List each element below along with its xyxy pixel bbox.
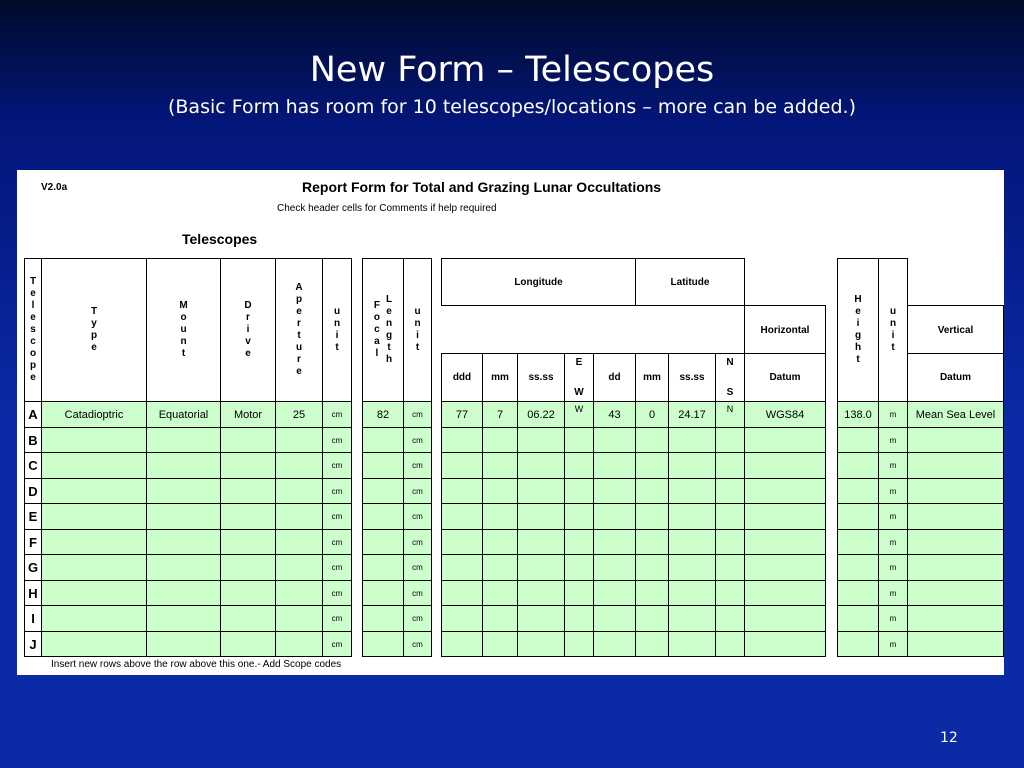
- cell-drive[interactable]: [220, 529, 276, 555]
- cell-aperture[interactable]: [275, 529, 323, 555]
- cell-lon-mm[interactable]: [482, 554, 518, 581]
- cell-height[interactable]: [837, 452, 879, 479]
- cell-lat-mm[interactable]: [635, 427, 669, 453]
- cell-mount[interactable]: [146, 503, 221, 530]
- cell-ns[interactable]: [715, 554, 745, 581]
- cell-lon-mm[interactable]: 7: [482, 401, 518, 428]
- cell-h-datum[interactable]: [744, 452, 826, 479]
- header-w-text: W: [574, 387, 584, 398]
- report-form-sheet: [17, 170, 1004, 675]
- cell-v-datum[interactable]: [907, 554, 1004, 581]
- header-aperture-unit: [322, 258, 352, 402]
- cell-lon-ddd[interactable]: [441, 503, 483, 530]
- cell-lat-ss[interactable]: [668, 503, 716, 530]
- footnote: Insert new rows above the row above this one.- Add Scope codes: [51, 659, 342, 670]
- cell-lat-ss[interactable]: [668, 427, 716, 453]
- cell-height[interactable]: [837, 478, 879, 504]
- header-focal-unit: [403, 258, 432, 402]
- header-vertical-datum: Datum: [907, 353, 1004, 402]
- cell-focal-unit[interactable]: cm: [403, 401, 432, 428]
- cell-aperture-unit[interactable]: cm: [322, 478, 352, 504]
- cell-lon-ddd[interactable]: [441, 605, 483, 632]
- cell-lat-dd[interactable]: [593, 529, 636, 555]
- cell-aperture-unit[interactable]: cm: [322, 554, 352, 581]
- row-label: A: [24, 401, 42, 428]
- cell-lat-dd[interactable]: [593, 554, 636, 581]
- section-title: Telescopes: [182, 231, 258, 247]
- cell-mount[interactable]: [146, 631, 221, 657]
- cell-ew[interactable]: [564, 580, 594, 606]
- cell-ns[interactable]: [715, 452, 745, 479]
- cell-h-datum[interactable]: [744, 631, 826, 657]
- cell-ns[interactable]: [715, 427, 745, 453]
- cell-lon-ss[interactable]: [517, 452, 565, 479]
- header-ns: [715, 353, 745, 402]
- cell-v-datum[interactable]: [907, 580, 1004, 606]
- cell-lon-ss[interactable]: [517, 554, 565, 581]
- cell-height[interactable]: [837, 580, 879, 606]
- cell-ew[interactable]: [564, 554, 594, 581]
- row-label: E: [24, 503, 42, 530]
- cell-lon-ddd[interactable]: [441, 452, 483, 479]
- header-focal-text: F o c a l: [373, 300, 380, 359]
- cell-height[interactable]: [837, 605, 879, 632]
- cell-height-unit[interactable]: m: [878, 605, 908, 632]
- cell-ew[interactable]: [564, 529, 594, 555]
- cell-height-unit[interactable]: m: [878, 478, 908, 504]
- header-aperture: [275, 258, 323, 402]
- cell-lon-mm[interactable]: [482, 529, 518, 555]
- cell-lat-dd[interactable]: 43: [593, 401, 636, 428]
- header-height: [837, 258, 879, 402]
- cell-lat-dd[interactable]: [593, 605, 636, 632]
- cell-height[interactable]: [837, 427, 879, 453]
- cell-v-datum[interactable]: [907, 452, 1004, 479]
- cell-lat-dd[interactable]: [593, 427, 636, 453]
- header-lat-dd: dd: [593, 353, 636, 402]
- cell-lat-ss[interactable]: [668, 452, 716, 479]
- cell-mount[interactable]: [146, 554, 221, 581]
- report-title: Report Form for Total and Grazing Lunar Occultations: [302, 179, 662, 195]
- header-height-text: H e i g h t: [854, 294, 862, 365]
- cell-aperture[interactable]: [275, 554, 323, 581]
- header-longitude: Longitude: [441, 258, 636, 306]
- cell-focal-length[interactable]: [362, 478, 404, 504]
- cell-h-datum[interactable]: [744, 503, 826, 530]
- cell-lat-dd[interactable]: [593, 631, 636, 657]
- cell-aperture-unit[interactable]: cm: [322, 529, 352, 555]
- cell-aperture[interactable]: [275, 580, 323, 606]
- cell-lon-mm[interactable]: [482, 580, 518, 606]
- cell-height-unit[interactable]: m: [878, 554, 908, 581]
- cell-mount[interactable]: [146, 580, 221, 606]
- header-telescope-text: T e l e s c o p e: [29, 276, 37, 383]
- cell-aperture[interactable]: [275, 427, 323, 453]
- cell-lon-ddd[interactable]: 77: [441, 401, 483, 428]
- cell-lon-mm[interactable]: [482, 631, 518, 657]
- cell-focal-length[interactable]: [362, 605, 404, 632]
- cell-ns[interactable]: [715, 631, 745, 657]
- cell-type[interactable]: [41, 478, 147, 504]
- cell-type[interactable]: [41, 529, 147, 555]
- header-height-unit-text: u n i t: [889, 306, 897, 353]
- cell-type[interactable]: [41, 554, 147, 581]
- header-lat-mm: mm: [635, 353, 669, 402]
- cell-drive[interactable]: [220, 554, 276, 581]
- cell-height[interactable]: [837, 554, 879, 581]
- cell-h-datum[interactable]: [744, 605, 826, 632]
- cell-focal-unit[interactable]: cm: [403, 427, 432, 453]
- cell-focal-length[interactable]: [362, 427, 404, 453]
- cell-drive[interactable]: [220, 631, 276, 657]
- cell-lat-mm[interactable]: [635, 452, 669, 479]
- cell-aperture-unit[interactable]: cm: [322, 631, 352, 657]
- cell-aperture-unit[interactable]: cm: [322, 452, 352, 479]
- cell-height[interactable]: [837, 503, 879, 530]
- header-drive-text: D r i v e: [244, 300, 252, 359]
- cell-type[interactable]: [41, 452, 147, 479]
- row-label: J: [24, 631, 42, 657]
- cell-lat-dd[interactable]: [593, 478, 636, 504]
- cell-ew[interactable]: [564, 427, 594, 453]
- version-label: V2.0a: [41, 182, 68, 193]
- cell-height[interactable]: [837, 631, 879, 657]
- cell-type[interactable]: [41, 427, 147, 453]
- cell-mount[interactable]: [146, 452, 221, 479]
- cell-lat-mm[interactable]: [635, 503, 669, 530]
- row-label: C: [24, 452, 42, 479]
- cell-mount[interactable]: [146, 427, 221, 453]
- header-length-text: L e n g t h: [386, 294, 393, 365]
- cell-v-datum[interactable]: Mean Sea Level: [907, 401, 1004, 428]
- cell-height-unit[interactable]: m: [878, 452, 908, 479]
- row-label: G: [24, 554, 42, 581]
- header-drive: [220, 258, 276, 402]
- cell-ew[interactable]: [564, 452, 594, 479]
- cell-focal-unit[interactable]: cm: [403, 452, 432, 479]
- cell-ew[interactable]: [564, 631, 594, 657]
- cell-lon-ss[interactable]: 06.22: [517, 401, 565, 428]
- header-mount: [146, 258, 221, 402]
- cell-lon-ddd[interactable]: [441, 554, 483, 581]
- cell-mount[interactable]: [146, 478, 221, 504]
- header-latitude: Latitude: [635, 258, 745, 306]
- cell-ns[interactable]: [715, 503, 745, 530]
- cell-lon-mm[interactable]: [482, 503, 518, 530]
- cell-drive[interactable]: [220, 605, 276, 632]
- cell-lat-mm[interactable]: [635, 580, 669, 606]
- header-type: [41, 258, 147, 402]
- cell-ns[interactable]: [715, 605, 745, 632]
- cell-aperture-unit[interactable]: cm: [322, 580, 352, 606]
- row-label: F: [24, 529, 42, 555]
- cell-focal-length[interactable]: [362, 631, 404, 657]
- cell-aperture[interactable]: [275, 503, 323, 530]
- cell-lon-ss[interactable]: [517, 427, 565, 453]
- cell-h-datum[interactable]: [744, 580, 826, 606]
- cell-v-datum[interactable]: [907, 631, 1004, 657]
- cell-lat-dd[interactable]: [593, 503, 636, 530]
- cell-aperture[interactable]: [275, 478, 323, 504]
- cell-height-unit[interactable]: m: [878, 631, 908, 657]
- cell-focal-length[interactable]: [362, 554, 404, 581]
- cell-height-unit[interactable]: m: [878, 580, 908, 606]
- cell-lat-ss[interactable]: 24.17: [668, 401, 716, 428]
- cell-lat-mm[interactable]: [635, 554, 669, 581]
- cell-lon-ss[interactable]: [517, 478, 565, 504]
- cell-h-datum[interactable]: [744, 478, 826, 504]
- cell-lat-mm[interactable]: 0: [635, 401, 669, 428]
- cell-aperture-unit[interactable]: cm: [322, 401, 352, 428]
- cell-drive[interactable]: [220, 503, 276, 530]
- cell-type[interactable]: [41, 631, 147, 657]
- cell-focal-length[interactable]: [362, 452, 404, 479]
- cell-aperture[interactable]: [275, 631, 323, 657]
- header-lon-mm: mm: [482, 353, 518, 402]
- cell-lon-ddd[interactable]: [441, 580, 483, 606]
- header-lon-ss: ss.ss: [517, 353, 565, 402]
- cell-aperture-unit[interactable]: cm: [322, 605, 352, 632]
- cell-lon-ddd[interactable]: [441, 529, 483, 555]
- cell-ew[interactable]: W: [564, 401, 594, 428]
- cell-aperture[interactable]: [275, 452, 323, 479]
- header-horizontal: Horizontal: [744, 305, 826, 355]
- header-e-text: E: [575, 357, 583, 368]
- cell-aperture[interactable]: 25: [275, 401, 323, 428]
- cell-aperture-unit[interactable]: cm: [322, 427, 352, 453]
- slide-title: New Form – Telescopes: [309, 50, 715, 90]
- cell-lon-ss[interactable]: [517, 605, 565, 632]
- cell-focal-length[interactable]: [362, 503, 404, 530]
- cell-ew[interactable]: [564, 605, 594, 632]
- cell-lat-dd[interactable]: [593, 452, 636, 479]
- row-label: H: [24, 580, 42, 606]
- cell-lat-dd[interactable]: [593, 580, 636, 606]
- cell-lat-ss[interactable]: [668, 529, 716, 555]
- cell-lon-ss[interactable]: [517, 631, 565, 657]
- cell-drive[interactable]: [220, 478, 276, 504]
- slide-subtitle: (Basic Form has room for 10 telescopes/locations – more can be added.): [167, 96, 857, 118]
- cell-drive[interactable]: [220, 580, 276, 606]
- cell-lat-mm[interactable]: [635, 631, 669, 657]
- cell-focal-unit[interactable]: cm: [403, 554, 432, 581]
- cell-mount[interactable]: Equatorial: [146, 401, 221, 428]
- cell-drive[interactable]: [220, 452, 276, 479]
- cell-lon-ddd[interactable]: [441, 478, 483, 504]
- row-label: D: [24, 478, 42, 504]
- cell-v-datum[interactable]: [907, 605, 1004, 632]
- header-type-text: T y p e: [90, 306, 98, 353]
- header-aperture-text: A p e r t u r e: [295, 282, 303, 377]
- header-vertical: Vertical: [907, 305, 1004, 355]
- cell-mount[interactable]: [146, 529, 221, 555]
- cell-aperture[interactable]: [275, 605, 323, 632]
- cell-ns[interactable]: [715, 478, 745, 504]
- cell-v-datum[interactable]: [907, 427, 1004, 453]
- cell-focal-length[interactable]: [362, 580, 404, 606]
- cell-height-unit[interactable]: m: [878, 427, 908, 453]
- cell-ew[interactable]: [564, 478, 594, 504]
- cell-lon-mm[interactable]: [482, 478, 518, 504]
- row-label: I: [24, 605, 42, 632]
- header-lat-ss: ss.ss: [668, 353, 716, 402]
- cell-ew[interactable]: [564, 503, 594, 530]
- cell-focal-length[interactable]: 82: [362, 401, 404, 428]
- cell-type[interactable]: [41, 580, 147, 606]
- header-focal-length: [362, 258, 404, 402]
- cell-mount[interactable]: [146, 605, 221, 632]
- cell-ns[interactable]: [715, 580, 745, 606]
- cell-h-datum[interactable]: [744, 427, 826, 453]
- header-focal-unit-text: u n i t: [414, 306, 421, 353]
- cell-v-datum[interactable]: [907, 503, 1004, 530]
- cell-height-unit[interactable]: m: [878, 503, 908, 530]
- cell-focal-unit[interactable]: cm: [403, 631, 432, 657]
- header-n-text: N: [726, 357, 734, 368]
- cell-type[interactable]: [41, 605, 147, 632]
- cell-lat-ss[interactable]: [668, 605, 716, 632]
- cell-lon-ddd[interactable]: [441, 631, 483, 657]
- cell-focal-unit[interactable]: cm: [403, 605, 432, 632]
- cell-height[interactable]: 138.0: [837, 401, 879, 428]
- header-s-text: S: [726, 387, 734, 398]
- header-lon-ddd: ddd: [441, 353, 483, 402]
- cell-lat-mm[interactable]: [635, 529, 669, 555]
- cell-focal-length[interactable]: [362, 529, 404, 555]
- cell-v-datum[interactable]: [907, 529, 1004, 555]
- cell-v-datum[interactable]: [907, 478, 1004, 504]
- header-telescope: [24, 258, 42, 402]
- cell-ns[interactable]: N: [715, 401, 745, 428]
- cell-lat-ss[interactable]: [668, 631, 716, 657]
- cell-lon-ddd[interactable]: [441, 427, 483, 453]
- cell-focal-unit[interactable]: cm: [403, 503, 432, 530]
- cell-type[interactable]: Catadioptric: [41, 401, 147, 428]
- cell-ns[interactable]: [715, 529, 745, 555]
- cell-lat-ss[interactable]: [668, 580, 716, 606]
- cell-lat-ss[interactable]: [668, 478, 716, 504]
- cell-h-datum[interactable]: [744, 529, 826, 555]
- cell-aperture-unit[interactable]: cm: [322, 503, 352, 530]
- cell-h-datum[interactable]: WGS84: [744, 401, 826, 428]
- cell-lon-ss[interactable]: [517, 503, 565, 530]
- row-label: B: [24, 427, 42, 453]
- cell-h-datum[interactable]: [744, 554, 826, 581]
- cell-drive[interactable]: Motor: [220, 401, 276, 428]
- header-aperture-unit-text: u n i t: [333, 306, 341, 353]
- cell-height-unit[interactable]: m: [878, 529, 908, 555]
- cell-lon-mm[interactable]: [482, 427, 518, 453]
- header-mount-text: M o u n t: [179, 300, 188, 359]
- cell-lon-ss[interactable]: [517, 529, 565, 555]
- cell-lat-mm[interactable]: [635, 478, 669, 504]
- cell-lat-mm[interactable]: [635, 605, 669, 632]
- header-horizontal-datum: Datum: [744, 353, 826, 402]
- cell-lat-ss[interactable]: [668, 554, 716, 581]
- cell-drive[interactable]: [220, 427, 276, 453]
- page-number: 12: [940, 730, 958, 746]
- help-hint: Check header cells for Comments if help required: [277, 203, 497, 214]
- header-ew: [564, 353, 594, 402]
- cell-height[interactable]: [837, 529, 879, 555]
- cell-lon-ss[interactable]: [517, 580, 565, 606]
- cell-type[interactable]: [41, 503, 147, 530]
- cell-focal-unit[interactable]: cm: [403, 478, 432, 504]
- cell-height-unit[interactable]: m: [878, 401, 908, 428]
- cell-focal-unit[interactable]: cm: [403, 529, 432, 555]
- header-height-unit: [878, 258, 908, 402]
- cell-lon-mm[interactable]: [482, 452, 518, 479]
- cell-focal-unit[interactable]: cm: [403, 580, 432, 606]
- telescopes-table: [17, 170, 1004, 675]
- cell-lon-mm[interactable]: [482, 605, 518, 632]
